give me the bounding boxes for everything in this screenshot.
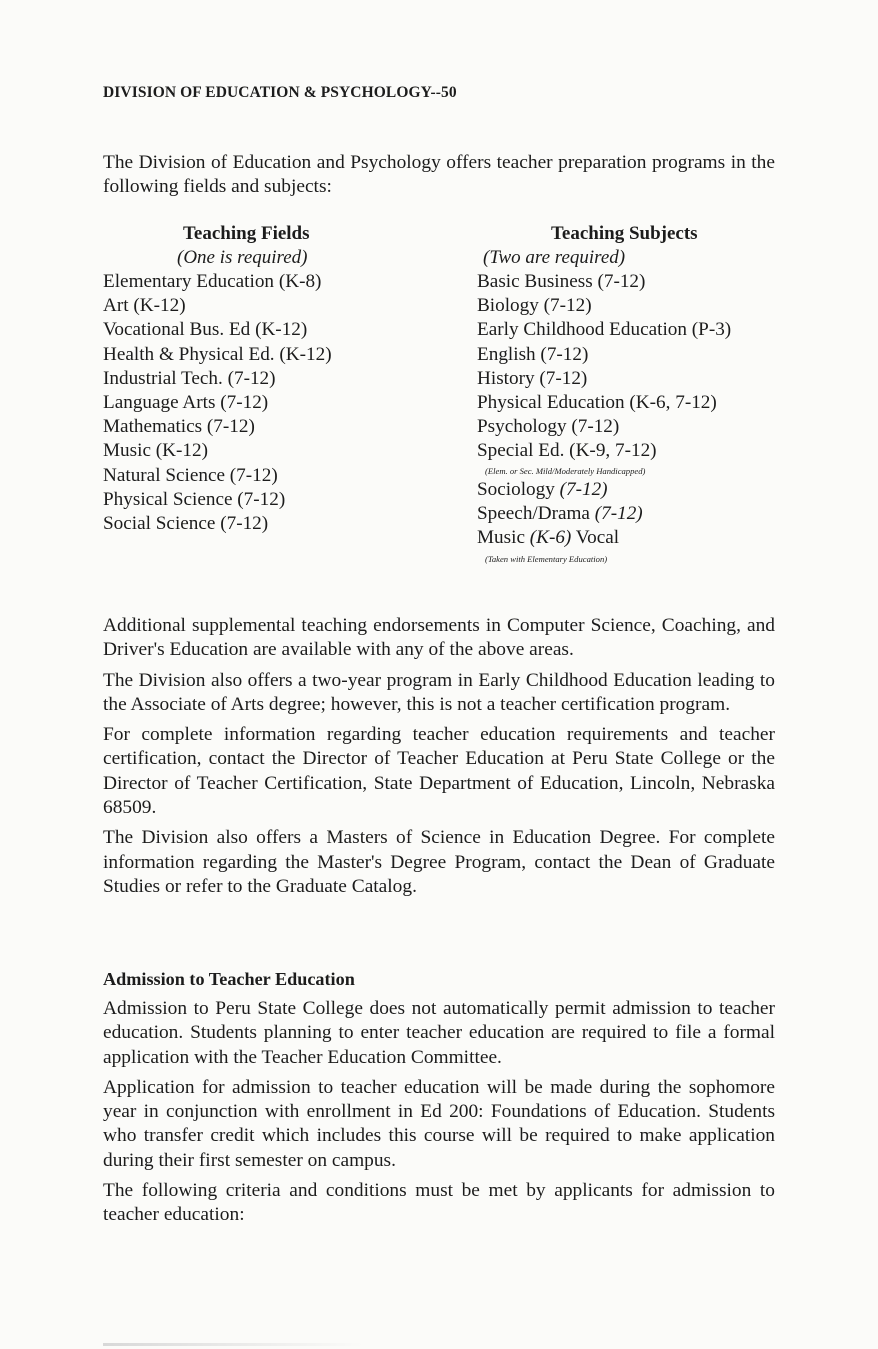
teaching-field-item: Elementary Education (K-8) bbox=[103, 271, 322, 292]
speech-label: Speech/Drama bbox=[477, 502, 590, 524]
intro-paragraph: The Division of Education and Psychology offers teacher preparation programs in the following fields and subjects: bbox=[103, 152, 775, 198]
paragraph-endorsements: Additional supplemental teaching endorsements in Computer Science, Coaching, and Driver's Education are available with any of the above areas. bbox=[103, 615, 775, 661]
music-grade: (K-6) bbox=[529, 527, 572, 549]
music-note: (Taken with Elementary Education) bbox=[485, 554, 608, 565]
paragraph-associate-program: The Division also offers a two-year program in Early Childhood Education leading to the Associate of Arts degree; however, this is not a teacher certification program. bbox=[103, 669, 775, 715]
sociology-grade: (7-12) bbox=[559, 478, 608, 500]
music-suffix: Vocal bbox=[575, 527, 620, 549]
teaching-subjects-heading: Teaching Subjects bbox=[551, 223, 698, 244]
teaching-subject-music bbox=[477, 526, 777, 550]
teaching-field-item: Vocational Bus. Ed (K-12) bbox=[103, 319, 308, 341]
teaching-subject-item: English (7-12) bbox=[477, 343, 589, 365]
teaching-fields-column bbox=[103, 222, 433, 536]
admission-section bbox=[103, 997, 775, 1228]
teaching-field-item: Mathematics (7-12) bbox=[103, 416, 255, 438]
teaching-subject-item: Psychology (7-12) bbox=[477, 416, 620, 438]
teaching-field-item: Music (K-12) bbox=[103, 440, 208, 462]
teaching-subject-sociology bbox=[477, 478, 777, 502]
teaching-subject-item: Special Ed. (K-9, 7-12) bbox=[477, 440, 657, 462]
admission-paragraph: Application for admission to teacher education will be made during the sophomore year in conjunction with enrollment in Ed 200: Foundations of Education. Students who transfer credit which includes this course will be required to make application during their first semester on campus. bbox=[103, 1076, 775, 1171]
teaching-subjects-column bbox=[477, 222, 777, 566]
paragraph-masters-program: The Division also offers a Masters of Science in Education Degree. For complete information regarding the Master's Degree Program, contact the Dean of Graduate Studies or refer to the Graduate Catalog. bbox=[103, 827, 775, 897]
teaching-field-item: Health & Physical Ed. (K-12) bbox=[103, 343, 332, 365]
teaching-subject-item: Basic Business (7-12) bbox=[477, 271, 646, 292]
teaching-subject-item: History (7-12) bbox=[477, 367, 588, 389]
teaching-field-item: Social Science (7-12) bbox=[103, 513, 269, 535]
teaching-subject-item: Early Childhood Education (P-3) bbox=[477, 319, 732, 341]
teaching-subject-item: Biology (7-12) bbox=[477, 295, 592, 317]
teaching-field-item: Natural Science (7-12) bbox=[103, 464, 278, 486]
teaching-subjects-subheading: (Two are required) bbox=[483, 247, 626, 268]
special-ed-note: (Elem. or Sec. Mild/Moderately Handicapped) bbox=[485, 465, 646, 476]
teaching-fields-subheading: (One is required) bbox=[177, 247, 308, 268]
teaching-subject-item: Physical Education (K-6, 7-12) bbox=[477, 392, 717, 414]
teaching-field-item: Physical Science (7-12) bbox=[103, 488, 286, 510]
music-label: Music bbox=[477, 527, 525, 549]
admission-paragraph: The following criteria and conditions must be met by applicants for admission to teacher education: bbox=[103, 1180, 775, 1226]
admission-paragraph: Admission to Peru State College does not automatically permit admission to teacher education. Students planning to enter teacher education are required to file a formal application with the Teacher Education Committee. bbox=[103, 998, 775, 1068]
endorsements-section bbox=[103, 614, 775, 899]
page-header: DIVISION OF EDUCATION & PSYCHOLOGY--50 bbox=[103, 84, 457, 101]
teaching-fields-heading: Teaching Fields bbox=[183, 223, 310, 244]
teaching-field-item: Language Arts (7-12) bbox=[103, 392, 269, 414]
teaching-subject-speech bbox=[477, 502, 777, 526]
bottom-scan-rule bbox=[103, 1343, 363, 1346]
teaching-field-item: Industrial Tech. (7-12) bbox=[103, 367, 276, 389]
sociology-label: Sociology bbox=[477, 478, 555, 500]
teaching-field-item: Art (K-12) bbox=[103, 295, 186, 317]
admission-heading: Admission to Teacher Education bbox=[103, 969, 355, 989]
paragraph-contact-info: For complete information regarding teacher education requirements and teacher certification, contact the Director of Teacher Education at Peru State College or the Director of Teacher Certification, State Department of Education, Lincoln, Nebraska 68509. bbox=[103, 724, 775, 819]
speech-grade: (7-12) bbox=[594, 502, 643, 524]
